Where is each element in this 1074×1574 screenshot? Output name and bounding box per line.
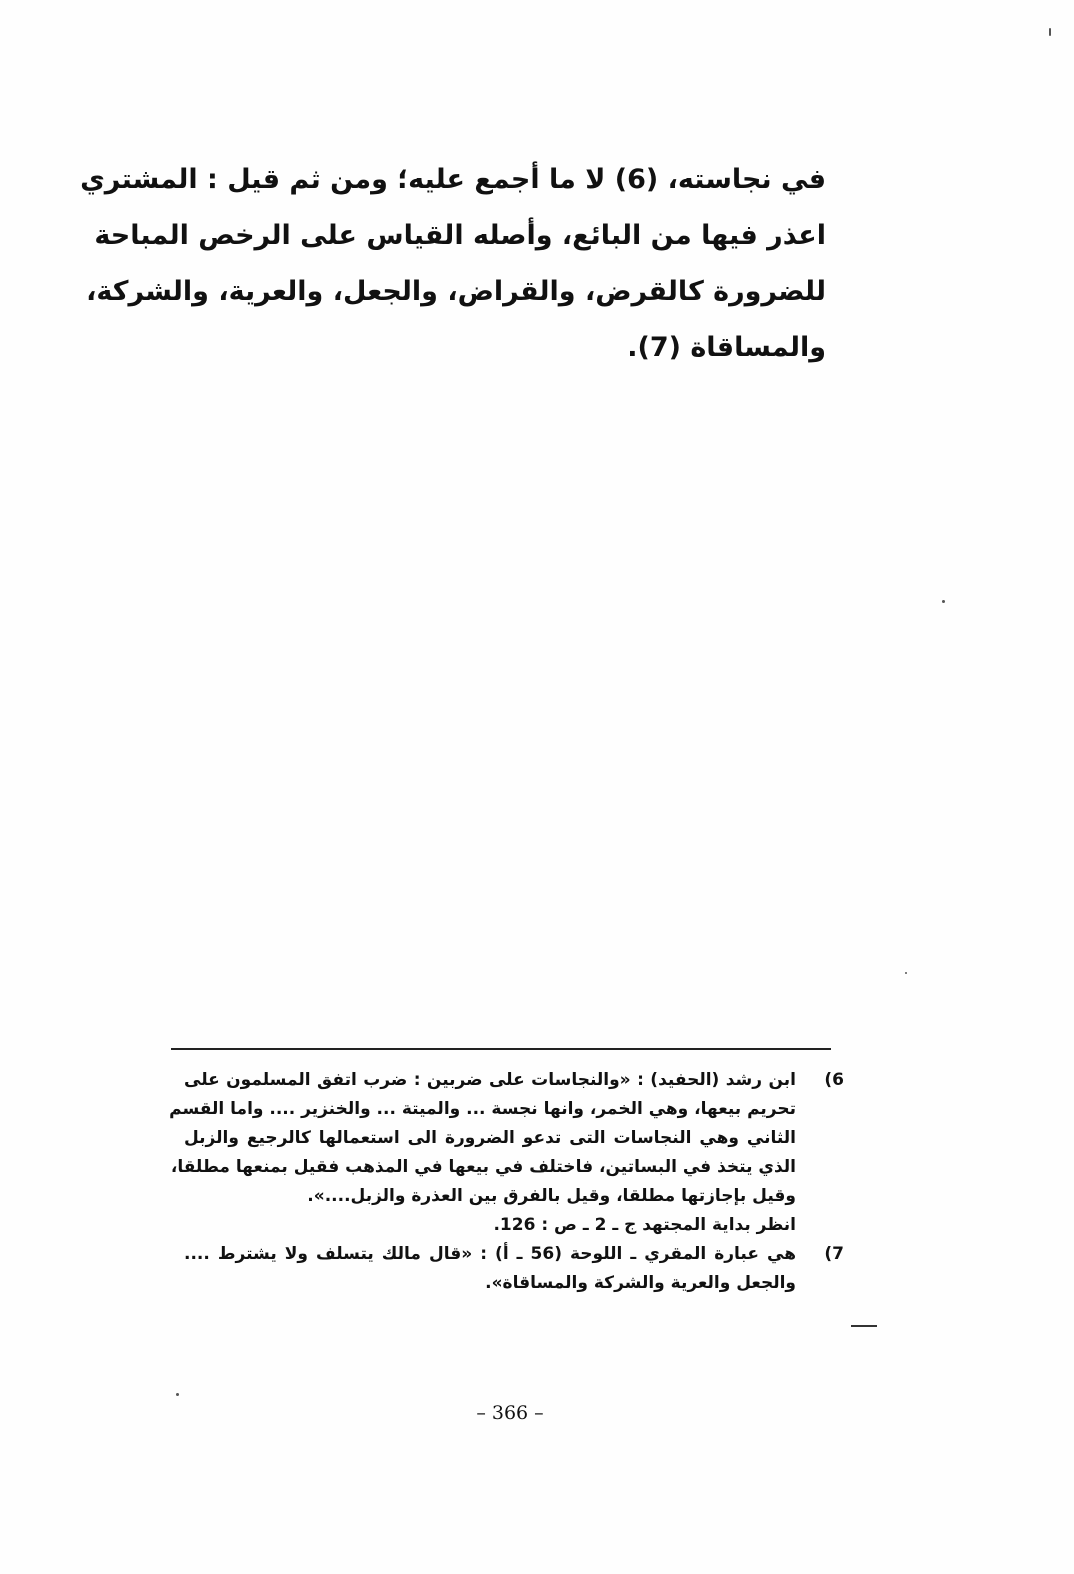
scan-speck bbox=[1049, 28, 1051, 36]
footnote-separator bbox=[171, 1048, 831, 1050]
body-line: في نجاسته، (6) لا ما أجمع عليه؛ ومن ثم قيل : المشتري bbox=[80, 164, 826, 195]
footnote-line: وقيل بإجازتها مطلقا، وقيل بالفرق بين العذرة والزبل....». bbox=[307, 1186, 796, 1206]
body-line: للضرورة كالقرض، والقراض، والجعل، والعرية، والشركة، bbox=[86, 276, 826, 307]
footnote-number: (7 bbox=[824, 1244, 844, 1264]
footnote-line: ابن رشد (الحفيد) : «والنجاسات على ضربين : ضرب اتفق المسلمون على bbox=[184, 1070, 796, 1090]
scan-speck bbox=[905, 972, 907, 974]
footnote-line: تحريم بيعها، وهي الخمر، وانها نجسة ... والميتة ... والخنزير .... واما القسم bbox=[169, 1099, 796, 1119]
footnote-6 bbox=[169, 1066, 844, 1240]
margin-dash bbox=[851, 1325, 877, 1327]
footnote-line: الذي يتخذ في البساتين، فاختلف في بيعها في المذهب فقيل بمنعها مطلقا، bbox=[170, 1157, 796, 1177]
footnote-7 bbox=[184, 1240, 844, 1298]
body-line: اعذر فيها من البائع، وأصله القياس على الرخص المباحة bbox=[94, 220, 826, 251]
page-number: – 366 – bbox=[476, 1402, 544, 1424]
footnote-line: والجعل والعرية والشركة والمساقاة». bbox=[485, 1273, 796, 1293]
footnote-number: (6 bbox=[824, 1070, 844, 1090]
scan-speck bbox=[176, 1393, 179, 1396]
footnote-line: انظر بداية المجتهد ج ـ 2 ـ ص : 126. bbox=[493, 1215, 796, 1235]
footnote-line: الثاني وهي النجاسات التى تدعو الضرورة الى استعمالها كالرجيع والزبل bbox=[184, 1128, 796, 1148]
scan-speck bbox=[942, 600, 945, 603]
footnote-line: هي عبارة المقري ـ اللوحة (56 ـ أ) : «قال مالك يتسلف ولا يشترط .... bbox=[184, 1244, 796, 1264]
body-line: والمساقاة (7). bbox=[627, 332, 826, 363]
body-paragraph bbox=[80, 152, 826, 376]
footnotes-section bbox=[169, 1066, 844, 1298]
